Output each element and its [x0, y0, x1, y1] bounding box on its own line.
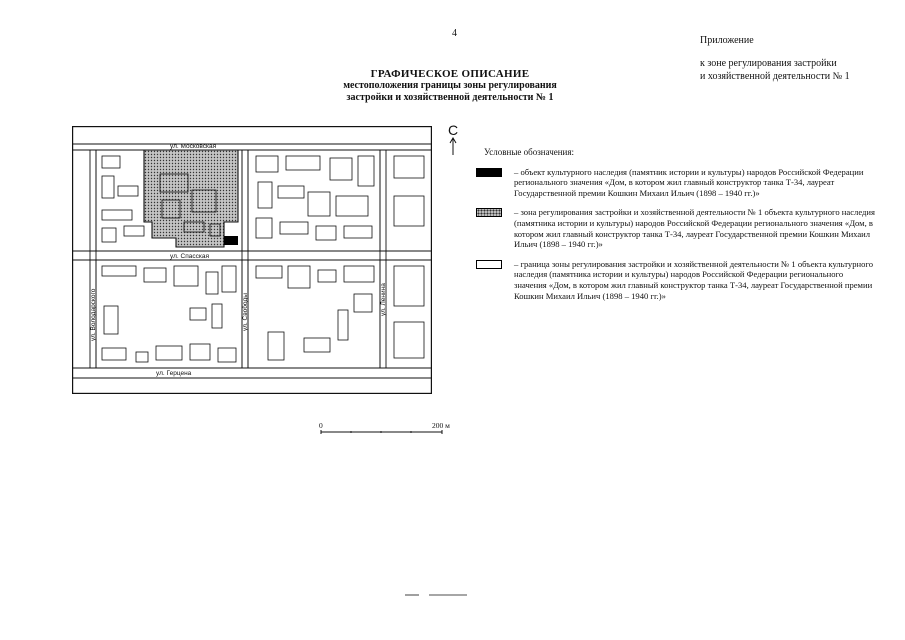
appendix-label: Приложение [700, 35, 754, 46]
legend-item-regulation-zone [476, 207, 876, 249]
street-label-volodarskogo: ул. Володарского [90, 288, 97, 341]
street-label-moskovskaya: ул. Московская [170, 143, 217, 150]
street-label-gertsena: ул. Герцена [156, 370, 192, 377]
site-map [72, 126, 432, 394]
legend-swatch-outline [476, 260, 502, 269]
scale-bar [316, 420, 466, 440]
legend-item-heritage-object [476, 167, 876, 199]
legend-swatch-dotted [476, 208, 502, 217]
street-label-spasskaya: ул. Спасская [170, 253, 209, 260]
bottom-separator [405, 592, 475, 600]
north-arrow [444, 121, 468, 157]
appendix-ref-line2: и хозяйственной деятельности № 1 [700, 71, 850, 82]
map-legend [476, 147, 876, 310]
regulation-zone [144, 150, 238, 247]
north-letter: С [448, 122, 459, 138]
legend-swatch-solid [476, 168, 502, 177]
title-line2: местоположения границы зоны регулирования [343, 80, 557, 91]
legend-text-regulation-zone: – зона регулирования застройки и хозяйственной деятельности № 1 объекта культурного наследия (памятника истории и культуры) народов Российской Федерации регионального значения «Дом, в котором жил главный конструктор танка Т-34, лауреат Государственной премии Кошкин Михаил Ильич (1898 – 1940 гг.)» [514, 207, 875, 250]
scale-zero-label: 0 [319, 421, 323, 430]
appendix-ref-line1: к зоне регулирования застройки [700, 58, 837, 69]
legend-item-zone-border [476, 259, 876, 301]
heritage-object [224, 236, 238, 245]
page-number: 4 [452, 28, 457, 39]
street-network [72, 144, 432, 378]
title-line3: застройки и хозяйственной деятельности № 1 [346, 92, 554, 103]
legend-text-zone-border: – граница зоны регулирования застройки и хозяйственной деятельности № 1 объекта культурного наследия (памятника истории и культуры) народов Российской Федерации регионального значения «Дом, в котором жил главный конструктор танка Т-34, лауреат Государственной премии Кошкин Михаил Ильич (1898 – 1940 гг.)» [514, 258, 874, 301]
street-label-lenina: ул. Ленина [380, 283, 387, 316]
title-block [300, 68, 600, 104]
title-line1: ГРАФИЧЕСКОЕ ОПИСАНИЕ [370, 68, 530, 80]
scale-end-label: 200 м [432, 421, 450, 430]
legend-heading: Условные обозначения: [484, 147, 575, 157]
legend-text-heritage-object: – объект культурного наследия (памятник истории и культуры) народов Российской Федерации регионального значения «Дом, в котором жил главный конструктор танка Т-34, лауреат Государственной премии Кошкин Михаил Ильич (1898 – 1940 гг.)» [514, 166, 864, 198]
street-label-svobody: ул. Свободы [242, 293, 249, 331]
appendix-block [700, 34, 890, 83]
